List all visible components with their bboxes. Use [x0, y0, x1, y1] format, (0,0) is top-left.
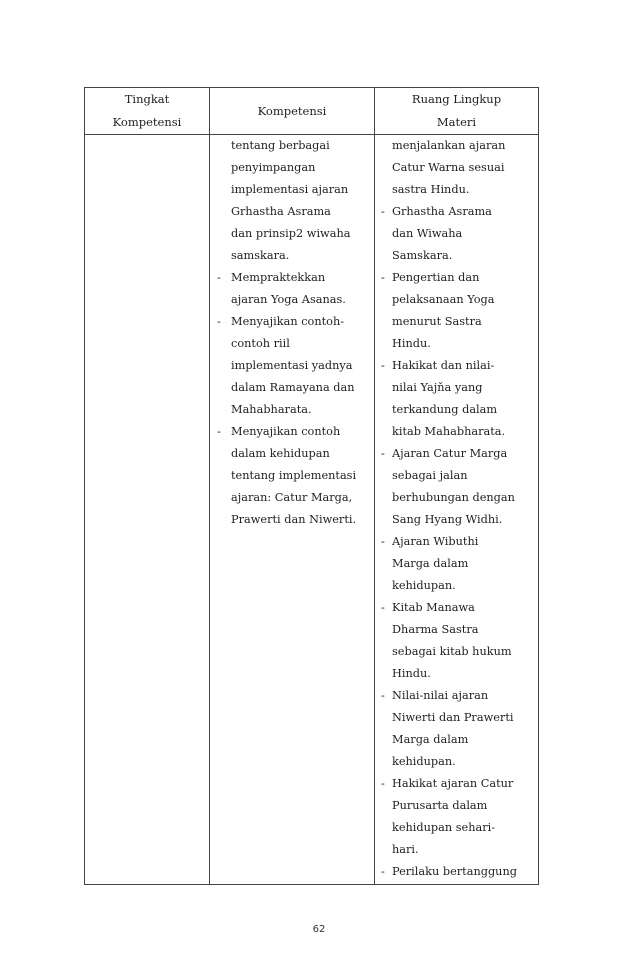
list-item-text: kitab Mahabharata.: [392, 425, 506, 438]
list-item: [375, 355, 538, 377]
list-item: [210, 355, 374, 377]
list-item-text: Catur Warna sesuai: [392, 161, 505, 174]
list-item-text: pelaksanaan Yoga: [392, 293, 495, 306]
list-item-text: menjalankan ajaran: [392, 139, 506, 152]
header-ruang-lingkup-materi: [375, 88, 539, 135]
list-item: [210, 135, 374, 157]
list-item-text: Marga dalam: [392, 733, 469, 746]
list-item-text: Mempraktekkan: [231, 271, 326, 284]
list-item: [210, 333, 374, 355]
list-item: [375, 619, 538, 641]
list-item: [210, 267, 374, 289]
list-item-text: Samskara.: [392, 249, 453, 262]
list-item-text: implementasi ajaran: [231, 183, 349, 196]
list-item: [375, 267, 538, 289]
bullet-marker: -: [381, 865, 385, 878]
bullet-marker: -: [381, 359, 385, 372]
list-item-text: Nilai-nilai ajaran: [392, 689, 489, 702]
list-item: [375, 531, 538, 553]
list-item: [375, 245, 538, 267]
list-item-text: Prawerti dan Niwerti.: [231, 513, 357, 526]
list-item: [210, 245, 374, 267]
list-item: [210, 443, 374, 465]
list-item: [375, 399, 538, 421]
list-item-text: hari.: [392, 843, 419, 856]
list-item-text: kehidupan sehari-: [392, 821, 496, 834]
list-item: [210, 289, 374, 311]
list-item: [375, 575, 538, 597]
list-item: [210, 157, 374, 179]
list-item-text: Hindu.: [392, 667, 431, 680]
list-item-text: Mahabharata.: [231, 403, 312, 416]
list-item-text: Menyajikan contoh-: [231, 315, 345, 328]
list-item-text: Marga dalam: [392, 557, 469, 570]
list-item: [210, 509, 374, 531]
kompetensi-cell: [210, 135, 375, 885]
list-item-text: sebagai kitab hukum: [392, 645, 512, 658]
tingkat-kompetensi-cell: [85, 135, 210, 885]
header-line: Ruang Lingkup: [411, 92, 502, 106]
list-item: [375, 597, 538, 619]
header-kompetensi: Kompetensi: [210, 88, 375, 135]
list-item-text: tentang implementasi: [231, 469, 357, 482]
list-item: [210, 377, 374, 399]
list-item-text: Grhastha Asrama: [231, 205, 331, 218]
list-item: [375, 333, 538, 355]
list-item-text: Dharma Sastra: [392, 623, 479, 636]
list-item: [375, 157, 538, 179]
curriculum-table: [84, 87, 539, 885]
list-item: [210, 311, 374, 333]
list-item: [375, 839, 538, 861]
list-item-text: dan Wiwaha: [392, 227, 463, 240]
header-line: Kompetensi: [112, 115, 182, 129]
list-item: [375, 553, 538, 575]
list-item: [375, 421, 538, 443]
list-item-text: samskara.: [231, 249, 290, 262]
bullet-marker: -: [217, 425, 221, 438]
list-item-text: Ajaran Catur Marga: [392, 447, 508, 460]
bullet-marker: -: [381, 601, 385, 614]
list-item: [375, 179, 538, 201]
table-header-row: [85, 88, 539, 135]
materi-list: [375, 135, 538, 883]
list-item-text: dalam Ramayana dan: [231, 381, 355, 394]
table-row: [85, 135, 539, 885]
list-item-text: contoh riil: [231, 337, 290, 350]
list-item: [375, 795, 538, 817]
list-item-text: Perilaku bertanggung: [392, 865, 517, 878]
list-item-text: Hindu.: [392, 337, 431, 350]
list-item-text: terkandung dalam: [392, 403, 498, 416]
list-item-text: penyimpangan: [231, 161, 316, 174]
list-item-text: berhubungan dengan: [392, 491, 515, 504]
list-item-text: Hakikat dan nilai-: [392, 359, 495, 372]
list-item: [375, 377, 538, 399]
list-item-text: kehidupan.: [392, 579, 456, 592]
bullet-marker: -: [217, 271, 221, 284]
list-item: [210, 465, 374, 487]
list-item: [375, 201, 538, 223]
list-item: [375, 861, 538, 883]
bullet-marker: -: [381, 689, 385, 702]
list-item: [375, 707, 538, 729]
list-item-text: Grhastha Asrama: [392, 205, 492, 218]
list-item: [375, 487, 538, 509]
list-item-text: ajaran Yoga Asanas.: [231, 293, 346, 306]
page-number: 62: [312, 924, 326, 935]
list-item: [375, 289, 538, 311]
list-item-text: Ajaran Wibuthi: [392, 535, 479, 548]
kompetensi-list: [210, 135, 374, 531]
bullet-marker: -: [381, 447, 385, 460]
list-item: [375, 751, 538, 773]
bullet-marker: -: [217, 315, 221, 328]
list-item-text: nilai Yajňa yang: [392, 381, 483, 394]
list-item-text: implementasi yadnya: [231, 359, 353, 372]
list-item: [375, 685, 538, 707]
header-tingkat-kompetensi: [85, 88, 210, 135]
list-item: [210, 201, 374, 223]
list-item-text: menurut Sastra: [392, 315, 482, 328]
list-item: [375, 465, 538, 487]
list-item-text: Pengertian dan: [392, 271, 480, 284]
list-item: [375, 443, 538, 465]
materi-cell: [375, 135, 539, 885]
list-item: [210, 399, 374, 421]
list-item-text: Niwerti dan Prawerti: [392, 711, 514, 724]
list-item: [375, 135, 538, 157]
list-item-text: Kitab Manawa: [392, 601, 475, 614]
list-item: [210, 487, 374, 509]
header-line: Materi: [436, 115, 477, 129]
list-item-text: Menyajikan contoh: [231, 425, 341, 438]
list-item: [210, 223, 374, 245]
list-item: [375, 641, 538, 663]
header-line: Tingkat: [124, 92, 170, 106]
list-item-text: tentang berbagai: [231, 139, 330, 152]
list-item-text: kehidupan.: [392, 755, 456, 768]
list-item: [210, 179, 374, 201]
bullet-marker: -: [381, 205, 385, 218]
bullet-marker: -: [381, 535, 385, 548]
list-item: [375, 223, 538, 245]
list-item: [375, 311, 538, 333]
list-item: [210, 421, 374, 443]
list-item: [375, 817, 538, 839]
bullet-marker: -: [381, 271, 385, 284]
list-item-text: sastra Hindu.: [392, 183, 470, 196]
list-item-text: ajaran: Catur Marga,: [231, 491, 353, 504]
list-item-text: dalam kehidupan: [231, 447, 330, 460]
bullet-marker: -: [381, 777, 385, 790]
list-item: [375, 773, 538, 795]
list-item: [375, 663, 538, 685]
list-item-text: Hakikat ajaran Catur: [392, 777, 514, 790]
list-item: [375, 509, 538, 531]
list-item: [375, 729, 538, 751]
list-item-text: sebagai jalan: [392, 469, 468, 482]
list-item-text: dan prinsip2 wiwaha: [231, 227, 351, 240]
list-item-text: Sang Hyang Widhi.: [392, 513, 503, 526]
list-item-text: Purusarta dalam: [392, 799, 488, 812]
